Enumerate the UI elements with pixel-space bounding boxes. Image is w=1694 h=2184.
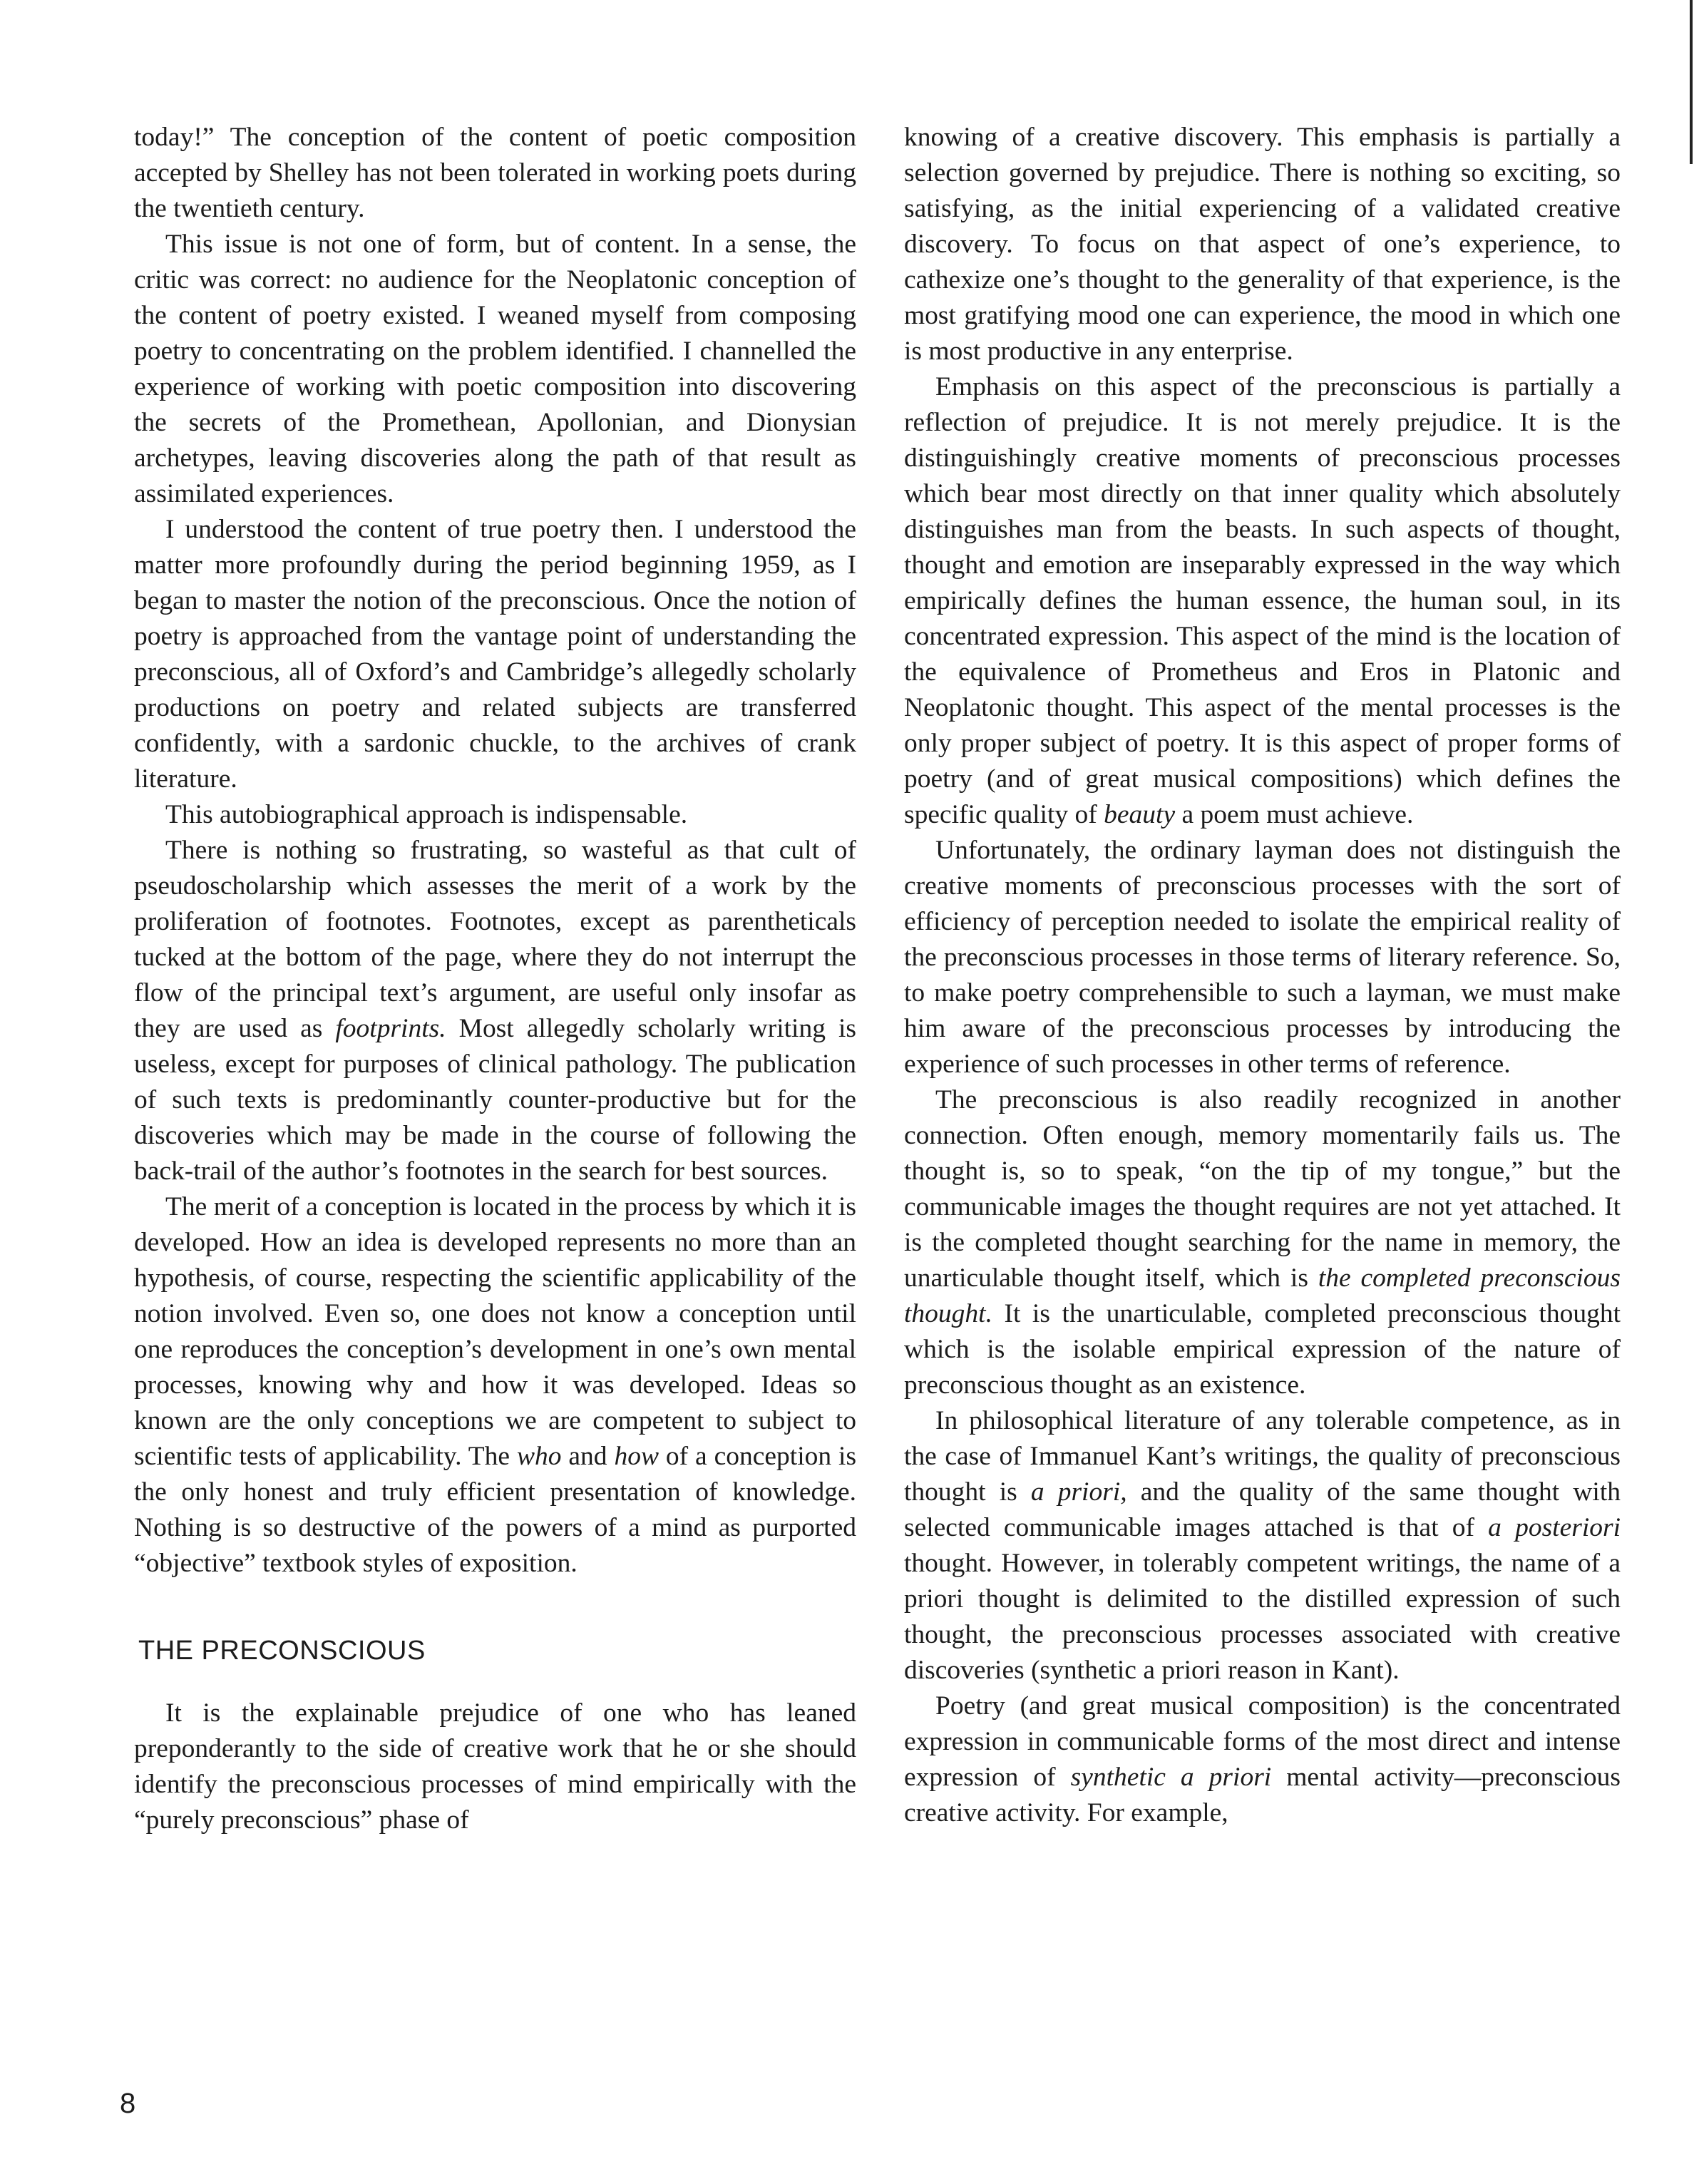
paragraph: This autobiographical approach is indispensable. (165, 800, 688, 829)
emphasis: how (614, 1442, 659, 1471)
left-column (134, 120, 856, 1838)
paragraph: It is the explainable prejudice of one who has leaned preponderantly to the side of creative work that he or she should identify the preconscious processes of mind empirically with the “purely preconscious” phase of (134, 1698, 856, 1835)
paragraph: This issue is not one of form, but of content. In a sense, the critic was correct: no audience for the Neoplatonic conception of the content of poetry existed. I weaned myself from composing poetry to concentrating on the problem identified. I channelled the experience of working with poetic composition into discovering the secrets of the Promethean, Apollonian, and Dionysian archetypes, leaving discoveries along the path of that result as assimilated experiences. (134, 230, 856, 508)
paragraph: The merit of a conception is located in the process by which it is developed. How an idea is developed represents no more than an hypothesis, of course, respecting the scientific applicability of the notion involved. Even so, one does not know a conception until one reproduces the conception’s development in one’s own mental processes, knowing why and how it was developed. Ideas so known are the only conceptions we are competent to subject to scientific tests of applicability. The who and how of a conception is the only honest and truly efficient presentation of knowledge. Nothing is so destructive of the powers of a mind as purported “objective” textbook styles of exposition. (134, 1192, 857, 1578)
paragraph: Poetry (and great musical composition) is the concentrated expression in communicable forms of the most direct and intense expression of synthetic a priori mental activity—preconscious creative activity. For example, (904, 1691, 1621, 1827)
paragraph: Emphasis on this aspect of the preconscious is partially a reflection of prejudice. It is not merely prejudice. It is the distinguishingly creative moments of preconscious processes which bear most directly on that inner quality which absolutely distinguishes man from the beasts. In such aspects of thought, thought and emotion are inseparably expressed in the way which empirically defines the human essence, the human soul, in its concentrated expression. This aspect of the mind is the location of the equivalence of Prometheus and Eros in Platonic and Neoplatonic thought. This aspect of the mental processes is the only proper subject of poetry. It is this aspect of proper forms of poetry (and of great musical compositions) which defines the specific quality of beauty a poem must achieve. (904, 372, 1621, 829)
paragraph: The preconscious is also readily recognized in another connection. Often enough, memory momentarily fails us. The thought is, so to speak, “on the tip of my tongue,” but the communicable images the thought requires are not yet attached. It is the completed thought searching for the name in memory, the unarticulable thought itself, which is the completed preconscious thought. It is the unarticulable, completed preconscious thought which is the isolable empirical expression of the nature of preconscious thought as an existence. (904, 1085, 1621, 1400)
emphasis: a priori, (1030, 1477, 1127, 1507)
paragraph: In philosophical literature of any tolerable competence, as in the case of Immanuel Kant’s writings, the quality of preconscious thought is a priori, and the quality of the same thought with selected communicable images attached is that of a posteriori thought. However, in tolerably competent writings, the name of a priori thought is delimited to the distilled expression of such thought, the preconscious processes associated with creative discoveries (synthetic a priori reason in Kant). (904, 1406, 1621, 1685)
paragraph-continued: today!” The conception of the content of poetic composition accepted by Shelley has not been tolerated in working poets during the twentieth century. (134, 123, 856, 223)
paragraph: I understood the content of true poetry then. I understood the matter more profoundly during the period beginning 1959, as I began to master the notion of the preconscious. Once the notion of poetry is approached from the vantage point of understanding the preconscious, all of Oxford’s and Cambridge’s allegedly scholarly productions on poetry and related subjects are transferred confidently, with a sardonic chuckle, to the archives of crank literature. (134, 515, 856, 794)
paragraph: There is nothing so frustrating, so wasteful as that cult of pseudoscholarship which assesses the merit of a work by the proliferation of footnotes. Footnotes, except as parentheticals tucked at the bottom of the page, where they do not interrupt the flow of the principal text’s argument, are useful only insofar as they are used as footprints. Most allegedly scholarly writing is useless, except for purposes of clinical pathology. The publication of such texts is predominantly counter-productive but for the discoveries which may be made in the course of following the back-trail of the author’s footnotes in the search for best sources. (134, 836, 856, 1186)
page-edge-line (1690, 0, 1693, 164)
right-column (904, 120, 1621, 1831)
emphasis: who (516, 1442, 562, 1471)
paragraph-continued: knowing of a creative discovery. This emphasis is partially a selection governed by prejudice. There is nothing so exciting, so satisfying, as the initial experiencing of a validated creative discovery. To focus on that aspect of one’s experience, to cathexize one’s thought to the generality of that experience, is the most gratifying mood one can experience, the mood in which one is most productive in any enterprise. (904, 123, 1621, 366)
emphasis: a posteriori (1488, 1513, 1621, 1542)
emphasis: the completed preconscious thought. (904, 1263, 1621, 1328)
emphasis: synthetic a priori (1070, 1763, 1272, 1792)
paragraph: Unfortunately, the ordinary layman does not distinguish the creative moments of preconscious processes with the sort of efficiency of perception needed to isolate the empirical reality of the preconscious processes in those terms of literary reference. So, to make poetry comprehensible to such a layman, we must make him aware of the preconscious processes by introducing the experience of such processes in other terms of reference. (904, 836, 1621, 1079)
emphasis: footprints. (335, 1014, 446, 1043)
emphasis: beauty (1104, 800, 1176, 829)
section-heading: THE PRECONSCIOUS (138, 1636, 426, 1666)
page-number: 8 (120, 2088, 136, 2119)
